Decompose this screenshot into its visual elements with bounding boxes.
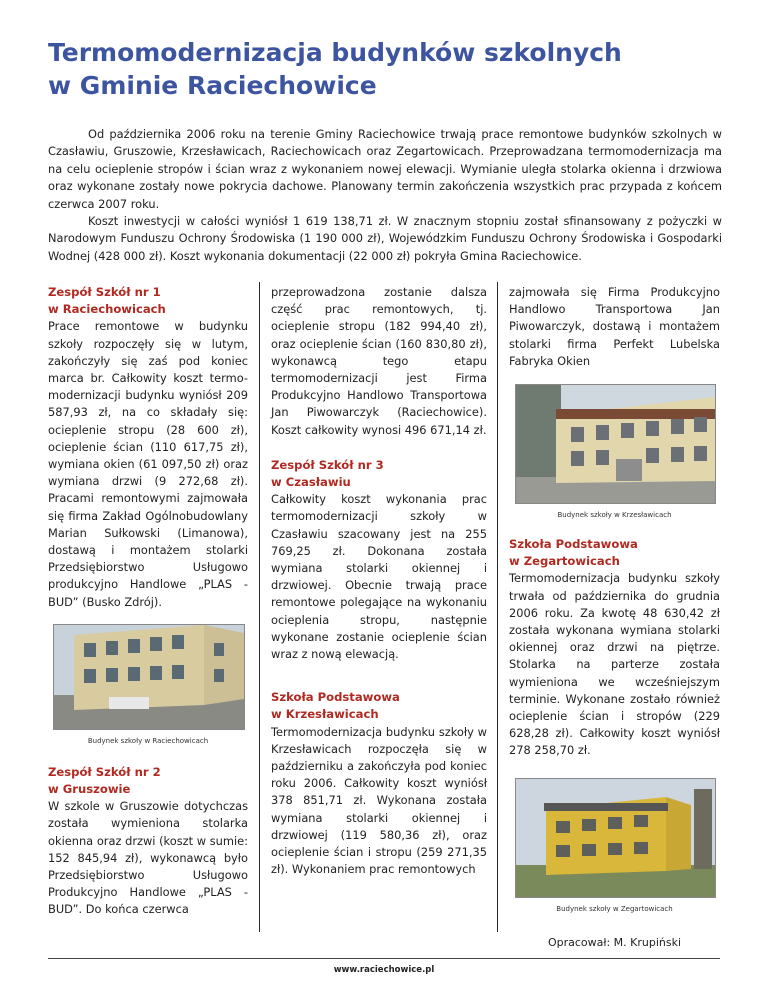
figure-zegartowice — [509, 778, 720, 914]
column-separator-2 — [497, 282, 498, 932]
title-line-2: w Gminie Raciechowice — [48, 71, 377, 100]
footer-divider — [48, 958, 720, 959]
school-building-image — [516, 385, 715, 503]
section-text-continued: zajmowała się Firma Produkcyjno Handlowo Transportowa Jan Piwowarczyk, dostawą i montażem stolarki firma Perfekt Lubelska Fabryka Okien — [509, 285, 720, 368]
school-building-image — [54, 625, 244, 729]
footer-url[interactable]: www.raciechowice.pl — [333, 965, 435, 975]
section-title: Zespół Szkół nr 1 — [48, 285, 161, 299]
section-title: Szkoła Podstawowa — [271, 690, 400, 705]
intro-paragraph-2: Koszt inwestycji w całości wyniósł 1 619 138,71 zł. W znacznym stopniu został sfinansowany z pożyczki w Narodowym Funduszu Ochrony Środowiska (1 190 000 zł), Wojewódzkim Funduszu Ochrony Środowiska i Gospodarki Wodnej (428 000 zł). Koszt wykonania dokumentacji (22 000 zł) pokryła Gmina Raciechowice. — [48, 214, 722, 263]
section-subtitle: w Zegartowicach — [509, 554, 620, 569]
column-separator-1 — [259, 282, 260, 932]
intro-paragraph-1: Od października 2006 roku na terenie Gminy Raciechowice trwają prace remontowe budynków szkolnych w Czasławiu, Gruszowie, Krzesławicach, Raciechowicach oraz Zegartowicach. Przeprowadzana termomodernizacja ma na celu ocieplenie stropów i ścian wraz z wykonaniem nowej elewacji. Wymianie uległa stolarka okienna i drzwiowa oraz wykonane zostały nowe pokrycia dachowe. Planowany termin zakończenia wszystkich prac przypada z końcem czerwca 2007 roku. — [48, 127, 722, 211]
title-line-1: Termomodernizacja budynków szkolnych — [48, 38, 622, 67]
figure-raciechowice — [48, 624, 248, 746]
section-text-continued: przeprowadzona zostanie dalsza część prac remontowych, tj. ocieplenie stropu (182 994,40 zł), oraz ocieplenie ścian (160 830,80 zł), wykonawcą tego etapu termomodernizacji jest Firma Produkcyjno Handlowo Transportowa Jan Piwowarczyk (Raciechowice). Koszt całkowity wynosi 496 671,14 zł. — [271, 285, 487, 437]
author: Opracował: M. Krupiński — [547, 935, 682, 949]
column-2 — [271, 284, 487, 879]
photo-zegartowice — [515, 778, 716, 898]
section-text: Termomodernizacja budynku szkoły w Krzesławicach rozpoczęła się w październiku a zakończyła pod koniec roku 2006. Całkowity koszt wyniósł 378 851,71 zł. Wykonana została wymiana stolarki okiennej i drzwiowej (119 580,36 zł), oraz ocieplenie ścian i stropu (259 271,35 zł). Wykonaniem prac remontowych — [271, 724, 487, 877]
section-subtitle: w Czasławiu — [271, 475, 351, 490]
intro — [48, 126, 722, 265]
section-heading — [48, 764, 248, 798]
section-text: Prace remontowe w budynku szkoły rozpoczęły się w lutym, zakończyły się zaś pod koniec marca br. Całkowity koszt termo-modernizacji budynku wyniósł 209 587,93 zł, na co składały się: ocieplenie stropu (28 600 zł), ocieplenie ścian (110 617,75 zł), wymiana okien (61 097,50 zł) oraz wymiana drzwi (9 272,68 zł). Pracami remontowymi zajmowała się firma Zakład Ogólnobudowlany Marian Sułkowski (Limanowa), dostawą i montażem stolarki Przedsiębiorstwo Usługowo produkcyjno Handlowe „PLAS -BUD” (Busko Zdrój). — [48, 319, 248, 609]
section-heading — [48, 284, 248, 318]
photo-krzeslawice — [515, 384, 716, 504]
section-title: Zespół Szkół nr 2 — [48, 764, 161, 779]
photo-caption: Budynek szkoły w Zegartowicach — [556, 904, 673, 913]
column-3 — [509, 284, 720, 951]
figure-krzeslawice — [509, 384, 720, 520]
section-title: Zespół Szkół nr 3 — [271, 457, 384, 472]
section-text: W szkole w Gruszowie dotychczas została wymieniona stolarka okienna oraz drzwi (koszt w sumie: 152 845,94 zł), wykonawcą było Przedsiębiorstwo Usługowo Produkcyjno Handlowe „PLAS -BUD”. Do końca czerwca — [48, 799, 248, 917]
school-building-image — [516, 779, 715, 897]
column-1 — [48, 284, 248, 919]
section-heading — [271, 689, 487, 723]
section-subtitle: w Krzesławicach — [271, 707, 379, 722]
section-subtitle: w Gruszowie — [48, 782, 131, 797]
section-text: Całkowity koszt wykonania prac termomodernizacji szkoły w Czasławiu szacowany jest na 255 769,25 zł. Dokonana została wymiana stolarki okiennej i drzwiowej. Obecnie trwają prace remontowe polegające na wykonaniu ocieplenia stropu, następnie wykonane zostanie ocieplenie ścian wraz z nową elewacją. — [271, 492, 487, 662]
section-heading — [271, 457, 487, 491]
section-heading — [509, 536, 720, 570]
section-text: Termomodernizacja budynku szkoły trwała od października do grudnia 2006 roku. Za kwotę 48 630,42 zł została wykonana wymiana stolarki okiennej oraz drzwi na piętrze. Stolarka na parterze została wymieniona we wcześniejszym terminie. Wykonane zostało również ocieplenie ścian i stropów (229 628,28 zł). Całkowity koszt wyniósł 278 258,70 zł. — [509, 571, 720, 758]
photo-caption: Budynek szkoły w Raciechowicach — [87, 736, 209, 745]
section-title: Szkoła Podstawowa — [509, 537, 638, 552]
article-title — [48, 36, 728, 102]
section-subtitle: w Raciechowicach — [48, 302, 166, 317]
photo-caption: Budynek szkoły w Krzesławicach — [557, 511, 672, 520]
photo-raciechowice — [53, 624, 245, 730]
